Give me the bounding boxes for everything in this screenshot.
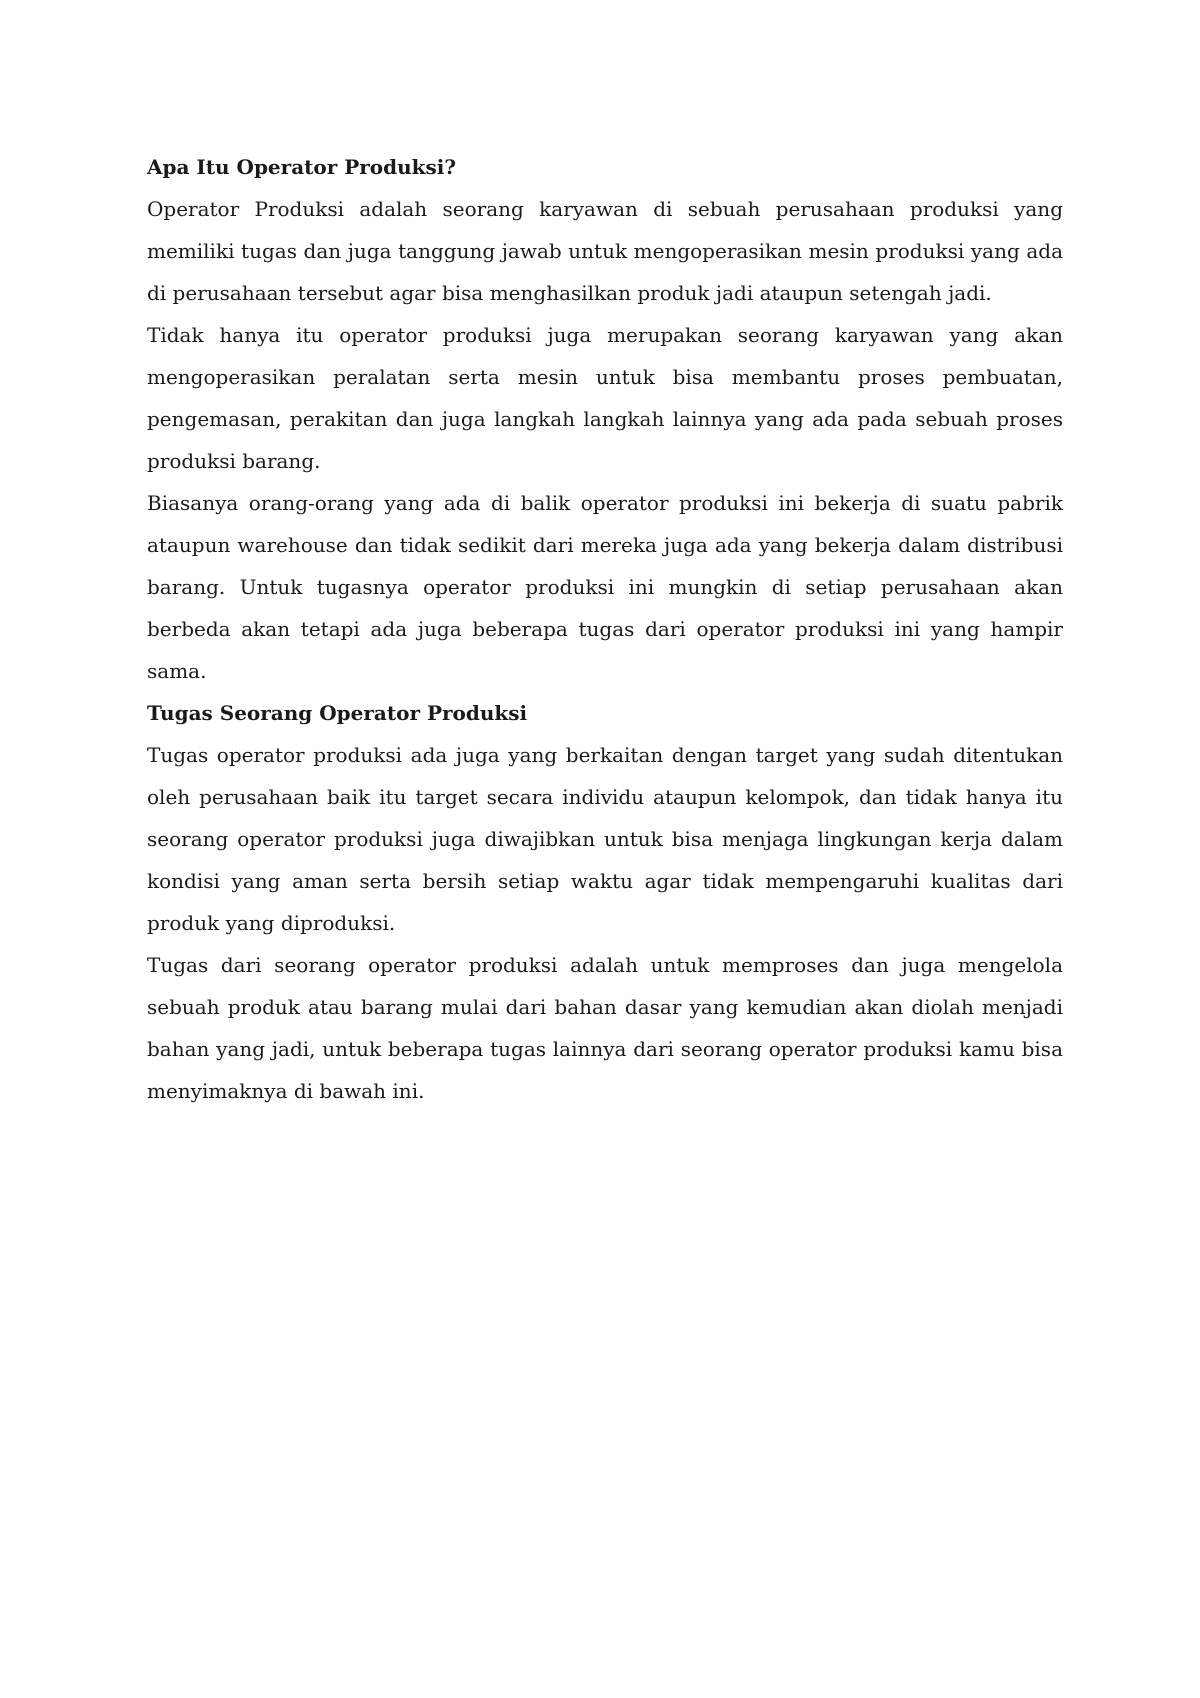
document-body [147,146,1063,1112]
section-heading-apa-itu: Apa Itu Operator Produksi? [147,155,457,179]
section-heading-tugas: Tugas Seorang Operator Produksi [147,701,528,725]
paragraph: Tugas operator produksi ada juga yang berkaitan dengan target yang sudah ditentukan oleh perusahaan baik itu target secara individu ataupun kelompok, dan tidak hanya itu seorang operator produksi juga diwajibkan untuk bisa menjaga lingkungan kerja dalam kondisi yang aman serta bersih setiap waktu agar tidak mempengaruhi kualitas dari produk yang diproduksi. [147,743,1063,935]
paragraph: Tugas dari seorang operator produksi adalah untuk memproses dan juga mengelola sebuah produk atau barang mulai dari bahan dasar yang kemudian akan diolah menjadi bahan yang jadi, untuk beberapa tugas lainnya dari seorang operator produksi kamu bisa menyimaknya di bawah ini. [147,953,1063,1103]
paragraph: Biasanya orang-orang yang ada di balik operator produksi ini bekerja di suatu pabrik ataupun warehouse dan tidak sedikit dari mereka juga ada yang bekerja dalam distribusi barang. Untuk tugasnya operator produksi ini mungkin di setiap perusahaan akan berbeda akan tetapi ada juga beberapa tugas dari operator produksi ini yang hampir sama. [147,491,1063,683]
paragraph: Operator Produksi adalah seorang karyawan di sebuah perusahaan produksi yang memiliki tugas dan juga tanggung jawab untuk mengoperasikan mesin produksi yang ada di perusahaan tersebut agar bisa menghasilkan produk jadi ataupun setengah jadi. [147,197,1063,305]
paragraph: Tidak hanya itu operator produksi juga merupakan seorang karyawan yang akan mengoperasikan peralatan serta mesin untuk bisa membantu proses pembuatan, pengemasan, perakitan dan juga langkah langkah lainnya yang ada pada sebuah proses produksi barang. [147,323,1063,473]
